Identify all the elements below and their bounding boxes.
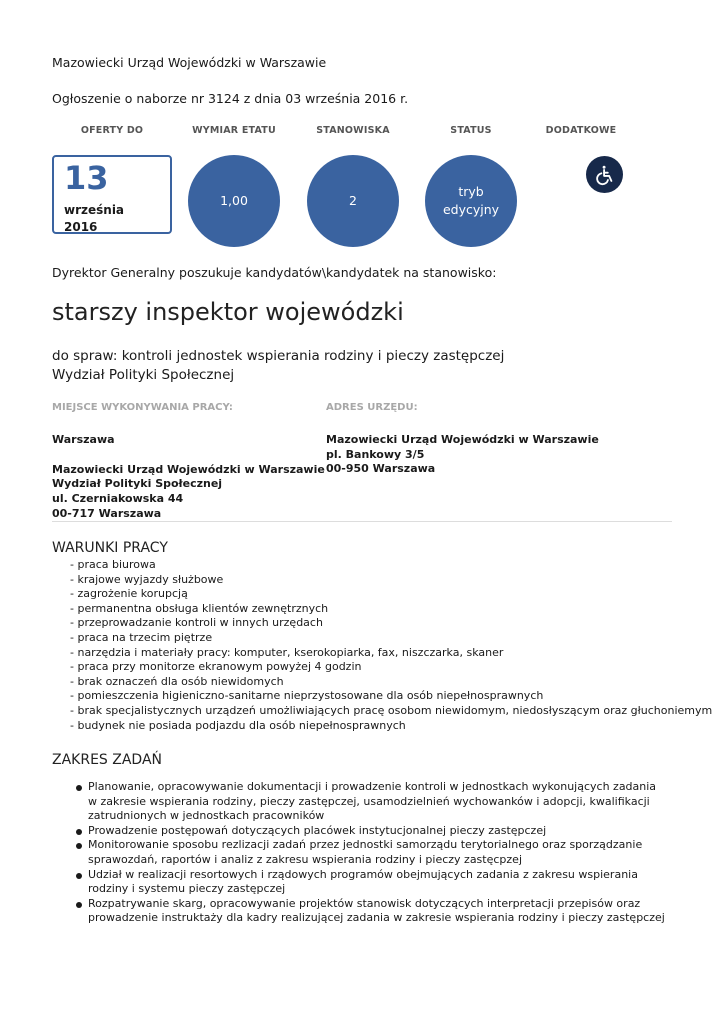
deadline-month: września [64,203,125,217]
office-address-line: Mazowiecki Urząd Wojewódzki w Warszawie [326,433,599,446]
fte-circle [188,155,280,247]
list-item: - przeprowadzanie kontroli w innych urzędach [70,616,323,630]
list-item: Prowadzenie postępowań dotyczących placówek instytucjonalnej pieczy zastępczej [88,824,668,839]
fte-value: 1,00 [220,193,248,208]
office-address-line: pl. Bankowy 3/5 [326,447,425,461]
list-item: - budynek nie posiada podjazdu dla osób niepełnosprawnych [70,718,406,732]
office-address [326,433,599,477]
col-fte-label: WYMIAR ETATU [192,125,276,136]
positions-circle [307,155,399,247]
col-positions-label: STANOWISKA [316,125,390,136]
positions-value: 2 [349,193,357,208]
duties-list [88,780,668,926]
conditions-list [70,558,712,733]
recruiter-intro: Dyrektor Generalny poszukuje kandydatów\kandydatek na stanowisko: [52,265,497,280]
list-item: - brak specjalistycznych urządzeń umożliwiających pracę osobom niewidomym, niedosłyszącym oraz głuchoniemym [70,703,713,717]
list-item: - praca na trzecim piętrze [70,630,213,644]
workplace-address-line: ul. Czerniakowska 44 [52,492,184,506]
list-item: - krajowe wyjazdy służbowe [70,572,224,586]
wheelchair-icon [586,156,623,193]
deadline-day: 13 [64,159,109,197]
list-item: Rozpatrywanie skarg, opracowywanie projektów stanowisk dotyczących interpretacji przepisów oraz prowadzenie instruktaży dla kadry realizującej zadania w zakresie wspierania rodziny i pieczy zastępczej [88,897,668,926]
divider [52,521,672,522]
workplace-label: MIEJSCE WYKONYWANIA PRACY: [52,402,233,413]
office-address-label: ADRES URZĘDU: [326,402,418,413]
position-subject: do spraw: kontroli jednostek wspierania rodziny i pieczy zastępczej [52,348,505,364]
list-item: Udział w realizacji resortowych i rządowych programów obejmujących zadania z zakresu wspierania rodziny i systemu pieczy zastępczej [88,868,668,897]
deadline-box [52,155,172,234]
office-address-line: 00-950 Warszawa [326,462,436,476]
workplace-address-line: 00-717 Warszawa [52,506,162,520]
status-circle [425,155,517,247]
workplace-address-line: Mazowiecki Urząd Wojewódzki w Warszawie [52,462,325,476]
status-value: tryb edycyjny [442,184,500,217]
list-item: - praca przy monitorze ekranowym powyżej 4 godzin [70,660,362,674]
list-item: - zagrożenie korupcją [70,587,188,601]
list-item: - praca biurowa [70,558,156,571]
list-item: - pomieszczenia higieniczno-sanitarne nieprzystosowane dla osób niepełnosprawnych [70,689,544,703]
col-status-label: STATUS [450,125,492,136]
col-extra-label: DODATKOWE [545,125,617,136]
list-item: - narzędzia i materiały pracy: komputer, kserokopiarka, fax, niszczarka, skaner [70,645,504,659]
workplace-address-line: Wydział Polityki Społecznej [52,477,223,491]
list-item: - permanentna obsługa klientów zewnętrznych [70,601,329,615]
list-item: Planowanie, opracowywanie dokumentacji i prowadzenie kontroli w jednostkach wykonujących zadania w zakresie wspierania rodziny, pieczy zastępczej, usamodzielnień wychowanków i adopcji, kwalifikacji zatrudnionych w jednostkach pracowników [88,780,668,824]
position-title: starszy inspektor wojewódzki [52,298,404,326]
deadline-year: 2016 [64,220,98,234]
duties-heading: ZAKRES ZADAŃ [52,752,163,768]
list-item: Monitorowanie sposobu rezlizacji zadań przez jednostki samorządu terytorialnego oraz sporządzanie sprawozdań, raportów i analiz z zakresu wspierania rodziny i pieczy zastęcpzej [88,838,668,867]
col-deadline-label: OFERTY DO [80,125,144,136]
department-name: Wydział Polityki Społecznej [52,367,235,383]
list-item: - brak oznaczeń dla osób niewidomych [70,674,284,688]
workplace-city: Warszawa [52,433,115,446]
announcement-number: Ogłoszenie o naborze nr 3124 z dnia 03 września 2016 r. [52,91,409,106]
conditions-heading: WARUNKI PRACY [52,540,168,556]
workplace-address [52,433,325,522]
office-name: Mazowiecki Urząd Wojewódzki w Warszawie [52,55,327,70]
